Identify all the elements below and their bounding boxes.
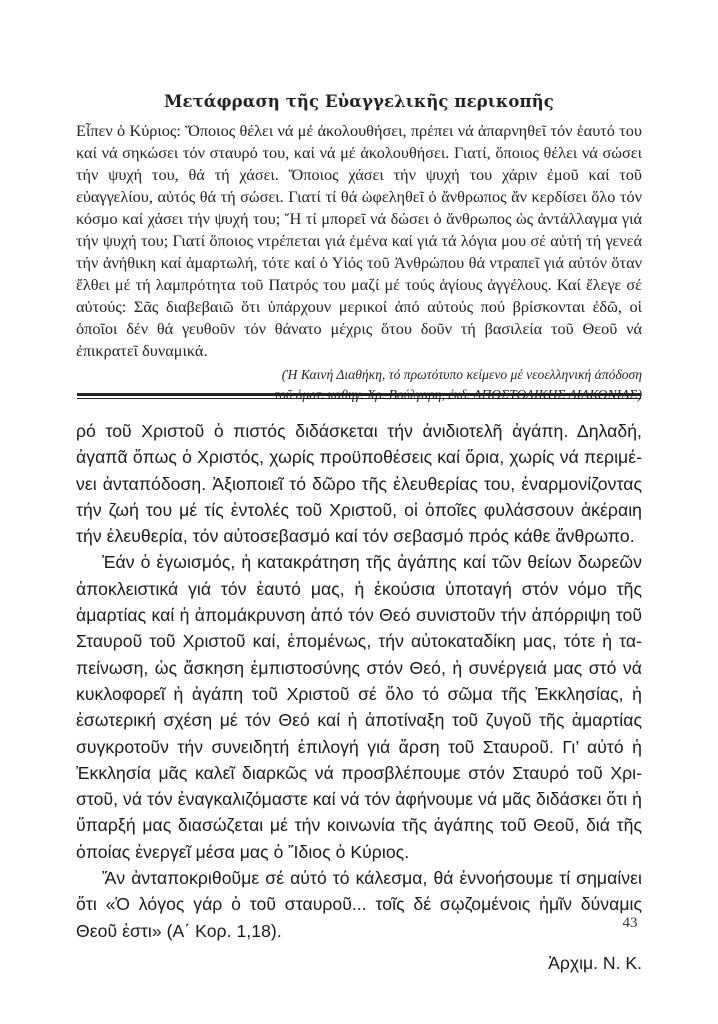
section-divider (77, 393, 641, 396)
page-number: 43 (622, 915, 638, 931)
source-line-2: τοῦ ὁμοτ. καθηγ. Χρ. Βούλγαρη, ἐκδ. ΑΠΟΣΤΟΛΙΚΗΣ ΔΙΑΚΟΝΙΑΣ) (274, 387, 642, 402)
article-paragraph: ρό τοῦ Χριστοῦ ὁ πιστός διδάσκεται τήν ἀνιδιοτελῆ ἀγάπη. Δηλαδή, ἀγαπᾶ ὅπως ὁ Χριστός, χωρίς προϋποθέσεις καί ὅρια, χωρίς νά περιμένει ἀνταπόδοση. Ἀξιοποιεῖ τό δῶρο τῆς ἐλευθερίας του, ἐναρμονίζοντας τήν ζωή του μέ τίς ἐντολές τοῦ Χριστοῦ, οἱ ὁποῖες φυλάσσουν ἀκέραιη τήν ἐλευθερία, τόν αὐτοσεβασμό καί τόν σεβασμό πρός κάθε ἄνθρωπο. (76, 421, 642, 547)
gospel-translation-section (76, 92, 642, 405)
article-body (76, 418, 642, 976)
article-paragraph: Ἐάν ὁ ἐγωισμός, ἡ κατακράτηση τῆς ἀγάπης καί τῶν θείων δωρεῶν ἀποκλειστικά γιά τόν ἑαυτό μας, ἡ ἑκούσια ὑποταγή στόν νόμο τῆς ἁμαρτίας καί ἡ ἀπομάκρυνση ἀπό τόν Θεό συνιστοῦν τήν ἀπόρριψη τοῦ Σταυροῦ τοῦ Χριστοῦ καί, ἑπομένως, τήν αὐτοκαταδίκη μας, τότε ἡ ταπείνωση, ὡς ἄσκηση ἐμπιστοσύνης στόν Θεό, ἡ συνέργειά μας στό νά κυκλοφορεῖ ἡ ἀγάπη τοῦ Χριστοῦ σέ ὅλο τό σῶμα τῆς Ἐκκλησίας, ἡ ἐσωτερική σχέση μέ τόν Θεό καί ἡ ἀποτίναξη τοῦ ζυγοῦ τῆς ἁμαρτίας συγκροτοῦν τήν συνειδητή ἐπιλογή γιά ἄρση τοῦ Σταυροῦ. Γι’ αὐτό ἡ Ἐκκλησία μᾶς καλεῖ διαρκῶς νά προσβλέπουμε στόν Σταυρό τοῦ Χριστοῦ, νά τόν ἐναγκαλιζόμαστε καί νά τόν ἀφήνουμε νά μᾶς διδάσκει ὅτι ἡ ὕπαρξή μας διασώζεται μέ τήν κοινωνία τῆς ἀγάπης τοῦ Θεοῦ, διά τῆς ὁποίας ἐνεργεῖ μέσα μας ὁ Ἴδιος ὁ Κύριος. (76, 552, 642, 862)
source-line-1: (Ἡ Καινή Διαθήκη, τό πρωτότυπο κείμενο μέ νεοελληνική ἀπόδοση (281, 367, 642, 382)
gospel-text: Εἶπεν ὁ Κύριος: Ὅποιος θέλει νά μέ ἀκολουθήσει, πρέπει νά ἀπαρνηθεῖ τόν ἑαυτό του καί νά σηκώσει τόν σταυρό του, καί νά μέ ἀκολουθήσει. Γιατί, ὅποιος θέλει νά σώσει τήν ψυχή του, θά τή χάσει. Ὅποιος χάσει τήν ψυχή του χάριν ἐμοῦ καί τοῦ εὐαγγελίου, αὐτός θά τή σώσει. Γιατί τί θά ὠφεληθεῖ ὁ ἄνθρωπος ἄν κερδίσει ὅλο τόν κόσμο καί χάσει τήν ψυχή του; Ἤ τί μπορεῖ νά δώσει ὁ ἄνθρωπος ὡς ἀντάλλαγμα γιά τήν ψυχή του; Γιατί ὅποιος ντρέπεται γιά ἐμένα καί γιά τά λόγια μου σέ αὐτή τή γενεά τήν ἀνήθικη καί ἁμαρτωλή, τότε καί ὁ Υἱός τοῦ Ἀνθρώπου θά ντραπεῖ γιά αὐτόν ὅταν ἔλθει μέ τή λαμπρότητα τοῦ Πατρός του μαζί μέ τούς ἁγίους ἀγγέλους. Καί ἔλεγε σέ αὐτούς: Σᾶς διαβεβαιῶ ὅτι ὑπάρχουν μερικοί ἀπό αὐτούς πού βρίσκονται ἐδῶ, οἱ ὁποῖοι δέν θά γευθοῦν τόν θάνατο μέχρις ὅτου δοῦν τή βασιλεία τοῦ Θεοῦ νά ἐπικρατεῖ δυναμικά. (76, 121, 642, 360)
gospel-title: Μετάφραση τῆς Εὐαγγελικῆς περικοπῆς (164, 92, 554, 111)
gospel-source-citation (76, 365, 642, 405)
author-signature: Ἀρχιμ. Ν. Κ. (548, 952, 642, 973)
article-paragraph: Ἄν ἀνταποκριθοῦμε σέ αὐτό τό κάλεσμα, θά ἐννοήσουμε τί σημαίνει ὅτι «Ὁ λόγος γάρ ὁ τοῦ σταυροῦ... τοῖς δέ σῳζομένοις ἡμῖν δύναμις Θεοῦ ἐστι» (Α΄ Κορ. 1,18). (76, 868, 642, 941)
